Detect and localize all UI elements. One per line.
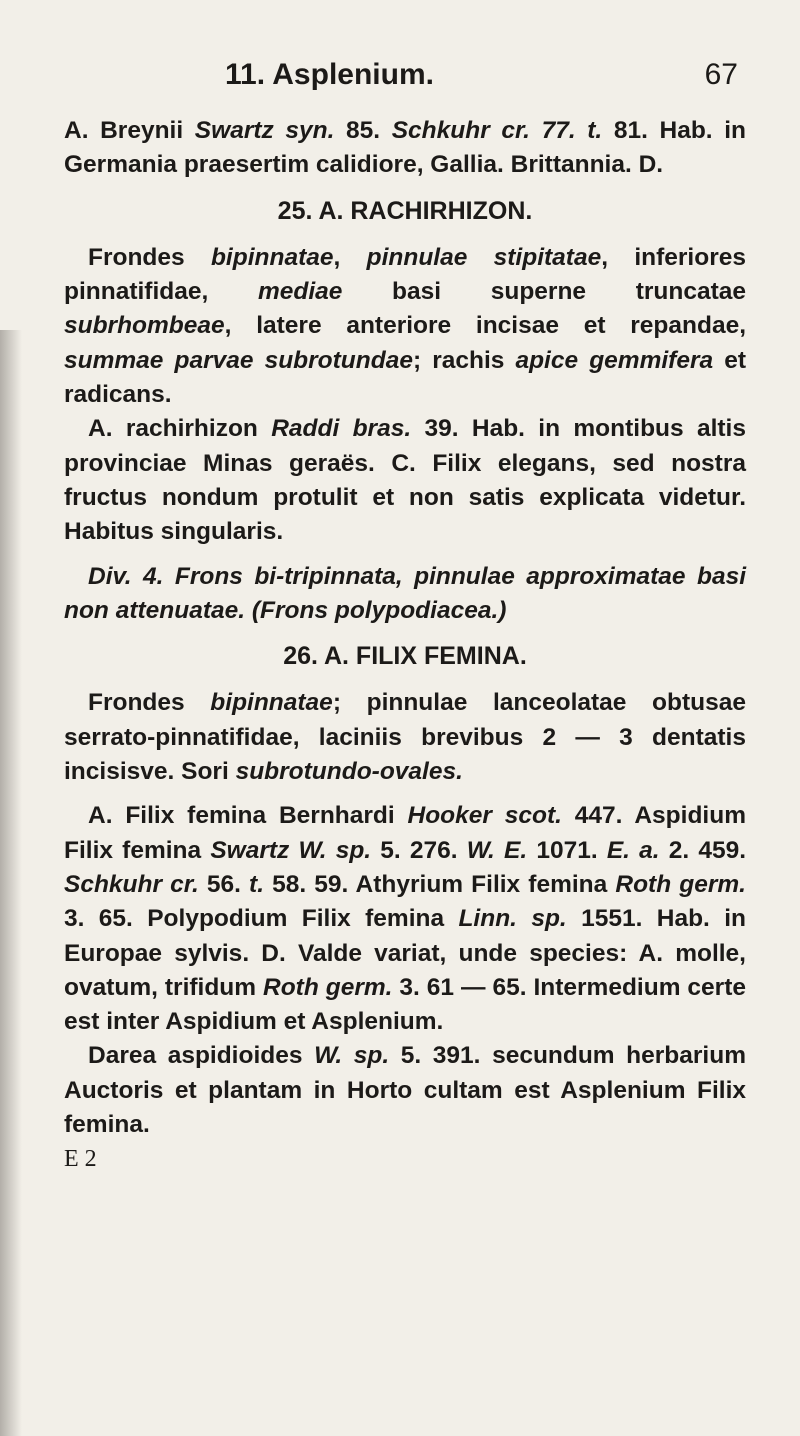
paragraph-rachirhizon-description: Frondes bipinnatae, pinnulae stipitatae, inferiores pinnatifidae, mediae basi superne truncatae subrhombeae, latere anteriore incisae et repandae, summae parvae subrotundae; rachis apice gemmifera et radicans. [64, 243, 746, 409]
paragraph-breynii: A. Breynii Swartz syn. 85. Schkuhr cr. 77. t. 81. Hab. in Germania praesertim calidiore, Gallia. Brittannia. D. [64, 117, 746, 179]
paragraph-rachirhizon-synonyms: A. rachirhizon Raddi bras. 39. Hab. in montibus altis provinciae Minas geraës. C. Filix elegans, sed nostra fructus nondum protulit et non satis explicata videtur. Habitus singularis. [64, 415, 746, 546]
species-heading-26: 26. A. FILIX FEMINA. [283, 642, 527, 671]
running-title: 11. Asplenium. [225, 58, 434, 91]
paragraph-darea: Darea aspidioides W. sp. 5. 391. secundum herbarium Auctoris et plantam in Horto cultam est Asplenium Filix femina. [64, 1042, 746, 1139]
running-header [0, 58, 800, 98]
page-gutter-shadow [0, 330, 22, 1436]
paragraph-division-4: Div. 4. Frons bi-tripinnata, pinnulae approximatae basi non attenuatae. (Frons polypodiacea.) [64, 562, 746, 624]
signature-mark: E 2 [64, 1146, 97, 1173]
paragraph-filix-femina-synonyms: A. Filix femina Bernhardi Hooker scot. 447. Aspidium Filix femina Swartz W. sp. 5. 276. W. E. 1071. E. a. 2. 459. Schkuhr cr. 56. t. 58. 59. Athyrium Filix femina Roth germ. 3. 65. Polypodium Filix femina Linn. sp. 1551. Hab. in Europae sylvis. D. Valde variat, unde species: A. molle, ovatum, trifidum Roth germ. 3. 61 — 65. Intermedium certe est inter Aspidium et Asplenium. [64, 802, 747, 1036]
paragraph-filix-femina-description: Frondes bipinnatae; pinnulae lanceolatae obtusae serrato-pinnatifidae, laciniis brevibus 2 — 3 dentatis incisisve. Sori subrotundo-ovales. [64, 689, 746, 786]
page-body [64, 114, 746, 1177]
page-number: 67 [704, 58, 738, 91]
species-heading-25: 25. A. RACHIRHIZON. [277, 196, 533, 225]
